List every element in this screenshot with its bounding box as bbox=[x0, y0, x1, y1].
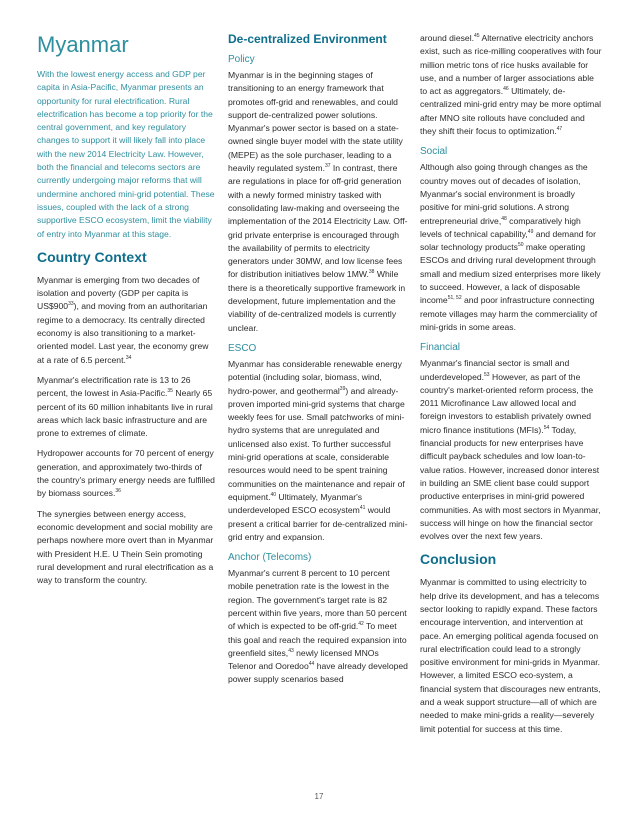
footnote-ref: 47 bbox=[556, 126, 563, 133]
column-left bbox=[37, 32, 215, 594]
footnote-ref: 45 bbox=[474, 33, 480, 40]
footnote-ref: 53 bbox=[484, 371, 490, 378]
footnote-ref: 41 bbox=[359, 505, 366, 512]
country-paragraph-2: Myanmar's electrification rate is 13 to 26 percent, the lowest in Asia-Pacific.$^{35}$ Nearly 65 percent of its 60 million inhabitants live in rural areas which lack basic infrastructure and are prone to extremes of climate. bbox=[37, 374, 213, 439]
page-title: Myanmar bbox=[37, 32, 129, 57]
footnote-ref: 35 bbox=[167, 388, 173, 395]
footnote-ref: 46 bbox=[503, 86, 509, 93]
country-context-heading: Country Context bbox=[37, 248, 147, 265]
country-paragraph-1: Myanmar is emerging from two decades of isolation and poverty (GDP per capita is $US\$900^{33}$), and moving from an authoritarian regime to a democracy. Its centrally directed economy is also transitioning to a market-oriented model. Last year, the economy grew at a rate of 6.5 percent.$^{34}$ bbox=[37, 274, 209, 365]
footnote-ref: 34 bbox=[125, 354, 132, 361]
footnote-ref: 42 bbox=[358, 621, 364, 628]
conclusion-paragraph: Myanmar is committed to using electricity to help drive its development, and has a telecoms sector looking to rapidly expand. These factors encourage intervention, and intervention at pace. An emerging political agenda focused on rural electrification could lead to a strongly positive environment for mini-grids in Myanmar. However, a limited ESCO eco-system, a financial system that discourages new entrants, and a weak support structure—all of which are needed to make mini-grids a reality—severely limit potential for success at this time. bbox=[420, 577, 601, 734]
footnote-ref: 50 bbox=[517, 242, 524, 249]
footnote-ref: 38 bbox=[368, 269, 375, 276]
policy-paragraph: Myanmar is in the beginning stages of transitioning to an energy framework that promotes off-grid and renewables, and could support de-centralized power solutions. Myanmar's power sector is based on a state-owned single buyer model with the state utility (MEPE) as the sole purchaser, leading to a heavily regulated system.$^{37}$ In contrast, there are regulations in place for off-grid generation with a newly formed ministry tasked with consolidating law-making and overseeing the implementation of the 2014 Electricity Law. Off-grid private enterprise is encouraged through the availability of permits to electricity generators under 30MW, and low license fees for distribution initiatives below 1MW.$^{38}$ While there is a theoretically supportive framework in development, future implementation and the viability of de-centralized models is currently unclear. bbox=[228, 70, 408, 333]
country-paragraph-4: The synergies between energy access, economic development and social mobility are perhaps nowhere more overt than in Myanmar with President H.E. U Thein Sein promoting rural development and rural electrification as a way to transform the country. bbox=[37, 508, 214, 586]
footnote-ref: 37 bbox=[324, 163, 331, 170]
anchor-paragraph-continued: around diesel.$^{45}$ Alternative electricity anchors exist, such as rice-milling cooperatives with four million metric tons of rice husks available for use, and a number of larger associations able to act as aggregators.$^{46}$ Ultimately, de-centralized mini-grid entry may be more optimal after MNO site rollouts have concluded and they shift their focus to optimization.$^{47}$ bbox=[420, 33, 602, 137]
financial-heading: Financial bbox=[420, 342, 461, 354]
footnote-ref: 48 bbox=[501, 215, 507, 222]
footnote-ref: 44 bbox=[308, 661, 315, 668]
esco-paragraph: Myanmar has considerable renewable energy potential (including solar, biomass, wind, hydro-power, and geothermal$^{39}$) and already-proven imported mini-grid systems that charge weekly fees for use. Small patchworks of mini-hydro systems that are unregulated and unlicensed also exist. To further successful mini-grid operations at scale, considerable resources would need to be spent training communities on the maintenance and repair of equipment.$^{40}$ Ultimately, Myanmar's underdeveloped ESCO ecosystem$^{41}$ would present a critical barrier for de-centralized mini-grid entry and expansion. bbox=[228, 358, 408, 542]
footnote-ref: 49 bbox=[527, 229, 534, 235]
footnote-ref: 39 bbox=[339, 385, 346, 392]
social-paragraph: Although also going through changes as the country moves out of decades of isolation, Myanmar's social environment is broadly positive for mini-grid solutions. A strong entrepreneurial drive,$^{48}$ comparatively high levels of technical capability,$^{49}$ and demand for solar technology products$^{50}$ make operating ESCOs and driving rural development through small and medium sized enterprises more likely to succeed. However, a lack of disposable income$^{51, 52}$ and poor infrastructure connecting remote villages may harm the commerciality of mini-grids in some areas. bbox=[420, 162, 601, 332]
footnote-ref: 54 bbox=[543, 424, 550, 431]
footnote-ref: 33 bbox=[68, 301, 74, 308]
conclusion-heading: Conclusion bbox=[420, 551, 497, 568]
country-paragraph-3: Hydropower accounts for 70 percent of energy generation, and approximately two-thirds of the country's primary energy needs are fulfilled by biomass sources.$^{36}$ bbox=[37, 448, 215, 499]
intro-paragraph: With the lowest energy access and GDP per capita in Asia-Pacific, Myanmar presents an opportunity for rural electrification. Rural electrification has become a top priority for the central government, and key regulatory changes to support it will likely fall into place with the new 2014 Electricity Law. However, both the financial and telecoms sectors are currently undergoing major reforms that will undermine anchored mini-grid potential. These issues, coupled with the lack of a strong supportive ESCO ecosystem, limit the viability of entry into Myanmar at this stage. bbox=[37, 69, 215, 239]
column-middle bbox=[228, 32, 408, 694]
social-heading: Social bbox=[420, 146, 448, 158]
column-right bbox=[420, 32, 602, 743]
anchor-telecoms-heading: Anchor (Telecoms) bbox=[228, 552, 312, 564]
esco-heading: ESCO bbox=[228, 342, 257, 354]
policy-heading: Policy bbox=[228, 54, 255, 65]
decentralized-environment-heading: De-centralized Environment bbox=[228, 32, 387, 46]
financial-paragraph: Myanmar's financial sector is small and underdeveloped.$^{53}$ However, as part of the country's market-oriented reform process, the 2011 Microfinance Law allowed local and foreign investors to establish privately owned micro finance institutions (MFIs).$^{54}$ Today, financial products for new enterprises have difficult payback schedules and low loan-to-value ratios. However, increased donor interest in building an SME client base could support productive enterprises in mini-grid powered communities. As with most sectors in Myanmar, success will hinge on how the financial sector evolves over the next few years. bbox=[420, 358, 601, 542]
footnote-ref: 36 bbox=[115, 488, 121, 495]
page-number: 17 bbox=[314, 792, 324, 801]
footnote-ref: 40 bbox=[270, 492, 277, 499]
footnote-ref: 43 bbox=[288, 648, 294, 655]
footnote-ref: 51, 52 bbox=[447, 295, 462, 302]
anchor-paragraph: Myanmar's current 8 percent to 10 percent mobile penetration rate is the lowest in the region. The government's target rate is 82 percent within five years, more than 50 percent of which is expected to be off-grid.$^{42}$ To meet this goal and reach the required expansion into greenfield sites,$^{43}$ newly licensed MNOs Telenor and Ooredoo$^{44}$ have already developed power supply scenarios based bbox=[228, 568, 408, 685]
